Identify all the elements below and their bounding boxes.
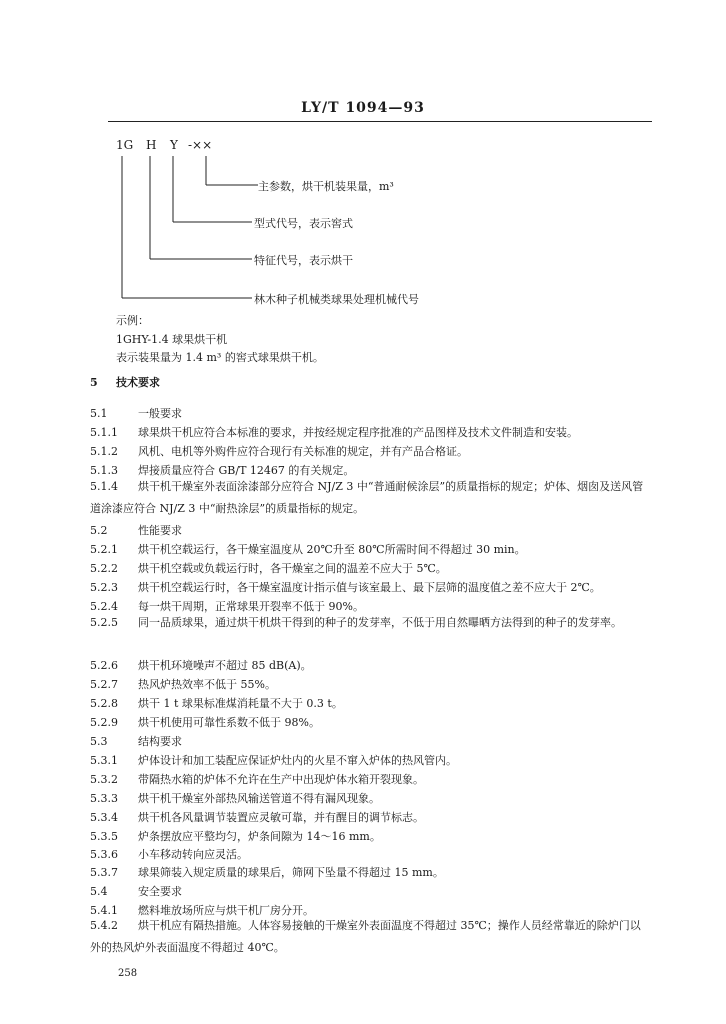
item-5-3-4 [90, 809, 424, 825]
item-text: 烘干机空载或负载运行时，各干燥室之间的温差不应大于 5℃。 [138, 562, 447, 575]
item-number: 5.2.4 [90, 600, 118, 613]
item-text: 每一烘干周期，正常球果开裂率不低于 90%。 [138, 600, 364, 613]
item-number: 5.2.5 [90, 616, 118, 629]
item-text: 烘干机干燥室外表面涂漆部分应符合 NJ/Z 3 中“普通耐候涂层”的质量指标的规定；炉体、烟囱及送风管道涂漆应符合 NJ/Z 3 中“耐热涂层”的质量指标的规定。 [90, 480, 644, 515]
code-label-main-param: 主参数，烘干机装果量，m³ [258, 180, 394, 193]
item-5-3-7 [90, 864, 444, 880]
item-number: 5.2.2 [90, 562, 118, 575]
item-number: 5.4.1 [90, 904, 118, 917]
item-5-3-3 [90, 790, 380, 806]
code-part-h: H [146, 138, 157, 152]
item-text: 性能要求 [138, 524, 182, 537]
item-number: 5.2.9 [90, 716, 118, 729]
item-number: 5.1.3 [90, 464, 118, 477]
item-5-2-7 [90, 676, 276, 692]
item-5-3-2 [90, 771, 424, 787]
item-text: 安全要求 [138, 885, 182, 898]
item-text: 球果烘干机应符合本标准的要求，并按经规定程序批准的产品图样及技术文件制造和安装。 [138, 426, 578, 439]
item-text: 风机、电机等外购件应符合现行有关标准的规定，并有产品合格证。 [138, 445, 468, 458]
code-diagram-lines [0, 0, 726, 320]
item-text: 炉条摆放应平整均匀，炉条间隙为 14～16 mm。 [138, 830, 381, 843]
item-number: 5.1.4 [90, 480, 118, 493]
item-5-3-5 [90, 828, 381, 844]
item-text: 烘干 1 t 球果标准煤消耗量不大于 0.3 t。 [138, 697, 343, 710]
item-5-3-6 [90, 846, 248, 862]
item-text: 烘干机空载运行时，各干燥室温度计指示值与该室最上、最下层筛的温度值之差不应大于 2℃。 [138, 581, 601, 594]
item-text: 球果筛装入规定质量的球果后，筛网下坠量不得超过 15 mm。 [138, 866, 444, 879]
item-text: 烘干机环境噪声不超过 85 dB(A)。 [138, 659, 312, 672]
item-number: 5.2 [90, 524, 108, 537]
item-number: 5.2.7 [90, 678, 118, 691]
item-number: 5.3.4 [90, 811, 118, 824]
item-text: 带隔热水箱的炉体不允许在生产中出现炉体水箱开裂现象。 [138, 773, 424, 786]
item-5-2 [90, 522, 182, 538]
code-label-feature: 特征代号，表示烘干 [254, 254, 353, 267]
item-5-2-6 [90, 657, 312, 673]
item-number: 5.3.1 [90, 754, 118, 767]
item-number: 5.3 [90, 735, 108, 748]
item-text: 焊接质量应符合 GB/T 12467 的有关规定。 [138, 464, 355, 477]
item-5-2-9 [90, 714, 320, 730]
item-number: 5.2.1 [90, 543, 118, 556]
item-text: 结构要求 [138, 735, 182, 748]
item-text: 炉体设计和加工装配应保证炉灶内的火星不窜入炉体的热风管内。 [138, 754, 457, 767]
item-text: 烘干机空载运行，各干燥室温度从 20℃升至 80℃所需时间不得超过 30 min。 [138, 543, 526, 556]
item-5-4-2 [90, 915, 650, 959]
item-number: 5.3.6 [90, 848, 118, 861]
example-title: 示例： [116, 314, 149, 327]
code-label-category: 林木种子机械类球果处理机械代号 [254, 293, 419, 306]
item-5-3-1 [90, 752, 457, 768]
item-text: 热风炉热效率不低于 55%。 [138, 678, 276, 691]
item-text: 烘干机干燥室外部热风输送管道不得有漏风现象。 [138, 792, 380, 805]
item-5-2-1 [90, 541, 526, 557]
item-5-1-1 [90, 424, 578, 440]
section-number: 5 [90, 376, 98, 389]
code-part-1g: 1G [116, 138, 134, 152]
code-label-type: 型式代号，表示窖式 [254, 217, 353, 230]
page-header: LY/T 1094—93 [301, 100, 425, 116]
item-text: 一般要求 [138, 407, 182, 420]
item-number: 5.3.7 [90, 866, 118, 879]
item-5-2-8 [90, 695, 343, 711]
item-5-2-5 [90, 612, 650, 634]
item-text: 烘干机各风量调节装置应灵敏可靠，并有醒目的调节标志。 [138, 811, 424, 824]
code-part-xx: -×× [188, 138, 213, 152]
item-text: 燃料堆放场所应与烘干机厂房分开。 [138, 904, 314, 917]
item-text: 同一品质球果，通过烘干机烘干得到的种子的发芽率，不低于用自然曝晒方法得到的种子的发芽率。 [138, 616, 622, 629]
item-number: 5.1 [90, 407, 108, 420]
item-number: 5.2.8 [90, 697, 118, 710]
item-number: 5.1.2 [90, 445, 118, 458]
item-number: 5.4.2 [90, 919, 118, 932]
item-5-2-3 [90, 579, 601, 595]
item-number: 5.2.6 [90, 659, 118, 672]
item-5-3 [90, 733, 182, 749]
item-number: 5.3.3 [90, 792, 118, 805]
item-5-1-2 [90, 443, 468, 459]
item-number: 5.2.3 [90, 581, 118, 594]
section-title: 技术要求 [116, 376, 160, 389]
code-part-y: Y [170, 138, 178, 152]
item-text: 小车移动转向应灵活。 [138, 848, 248, 861]
example-desc: 表示装果量为 1.4 m³ 的窖式球果烘干机。 [116, 351, 324, 364]
item-5-1 [90, 405, 182, 421]
item-number: 5.3.5 [90, 830, 118, 843]
example-model: 1GHY-1.4 球果烘干机 [116, 333, 228, 346]
item-number: 5.1.1 [90, 426, 118, 439]
section-heading [90, 376, 160, 390]
item-text: 烘干机应有隔热措施。人体容易接触的干燥室外表面温度不得超过 35℃；操作人员经常靠近的除炉门以外的热风炉外表面温度不得超过 40℃。 [90, 919, 641, 954]
item-5-2-2 [90, 560, 447, 576]
item-number: 5.3.2 [90, 773, 118, 786]
page-number: 258 [118, 968, 138, 979]
item-5-4 [90, 883, 182, 899]
item-number: 5.4 [90, 885, 108, 898]
item-text: 烘干机使用可靠性系数不低于 98%。 [138, 716, 320, 729]
item-5-1-4 [90, 476, 650, 520]
